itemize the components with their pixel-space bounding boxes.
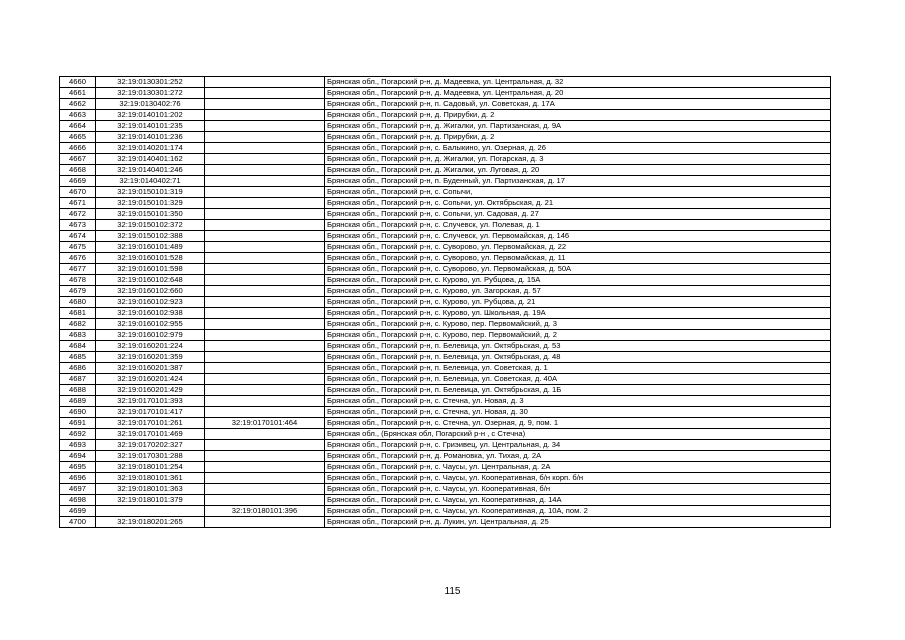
address-cell: Брянская обл., Погарский р-н, с. Сопычи, ул. Октябрьская, д. 21	[325, 198, 831, 209]
parent-cadastral-cell: 32:19:0170101:464	[205, 418, 325, 429]
parent-cadastral-cell	[205, 396, 325, 407]
address-cell: Брянская обл., Погарский р-н, с. Стечна, ул. Новая, д. 3	[325, 396, 831, 407]
parent-cadastral-cell	[205, 110, 325, 121]
cadastral-number-cell: 32:19:0160201:224	[96, 341, 205, 352]
cadastral-number-cell: 32:19:0160102:955	[96, 319, 205, 330]
parent-cadastral-cell	[205, 429, 325, 440]
table-row	[60, 396, 831, 407]
parent-cadastral-cell: 32:19:0180101:396	[205, 506, 325, 517]
parent-cadastral-cell	[205, 451, 325, 462]
parent-cadastral-cell	[205, 319, 325, 330]
table-row	[60, 231, 831, 242]
table-row	[60, 341, 831, 352]
address-cell: Брянская обл., Погарский р-н, с. Чаусы, ул. Кооперативная, б/н	[325, 484, 831, 495]
parent-cadastral-cell	[205, 352, 325, 363]
row-number-cell: 4681	[60, 308, 96, 319]
cadastral-number-cell: 32:19:0160201:424	[96, 374, 205, 385]
row-number-cell: 4695	[60, 462, 96, 473]
row-number-cell: 4668	[60, 165, 96, 176]
address-cell: Брянская обл., Погарский р-н, с. Балыкино, ул. Озерная, д. 26	[325, 143, 831, 154]
table-row	[60, 275, 831, 286]
cadastral-number-cell: 32:19:0150102:372	[96, 220, 205, 231]
row-number-cell: 4669	[60, 176, 96, 187]
parent-cadastral-cell	[205, 198, 325, 209]
table-row	[60, 352, 831, 363]
row-number-cell: 4661	[60, 88, 96, 99]
cadastral-number-cell: 32:19:0180101:361	[96, 473, 205, 484]
cadastral-number-cell	[96, 506, 205, 517]
address-cell: Брянская обл., (Брянская обл, Погарский р-н , с Стечна)	[325, 429, 831, 440]
cadastral-number-cell: 32:19:0160101:489	[96, 242, 205, 253]
cadastral-number-cell: 32:19:0160102:938	[96, 308, 205, 319]
parent-cadastral-cell	[205, 253, 325, 264]
parent-cadastral-cell	[205, 308, 325, 319]
row-number-cell: 4675	[60, 242, 96, 253]
row-number-cell: 4672	[60, 209, 96, 220]
cadastral-number-cell: 32:19:0160101:528	[96, 253, 205, 264]
row-number-cell: 4660	[60, 77, 96, 88]
cadastral-number-cell: 32:19:0180101:379	[96, 495, 205, 506]
row-number-cell: 4676	[60, 253, 96, 264]
row-number-cell: 4700	[60, 517, 96, 528]
address-cell: Брянская обл., Погарский р-н, с. Курово, ул. Школьная, д. 19А	[325, 308, 831, 319]
table-row	[60, 517, 831, 528]
parent-cadastral-cell	[205, 517, 325, 528]
parent-cadastral-cell	[205, 440, 325, 451]
parent-cadastral-cell	[205, 374, 325, 385]
parent-cadastral-cell	[205, 154, 325, 165]
cadastral-number-cell: 32:19:0160201:387	[96, 363, 205, 374]
row-number-cell: 4686	[60, 363, 96, 374]
cadastral-number-cell: 32:19:0140401:162	[96, 154, 205, 165]
table-row	[60, 121, 831, 132]
cadastral-number-cell: 32:19:0170101:417	[96, 407, 205, 418]
cadastral-number-cell: 32:19:0140402:71	[96, 176, 205, 187]
cadastral-number-cell: 32:19:0180101:363	[96, 484, 205, 495]
parent-cadastral-cell	[205, 187, 325, 198]
cadastral-number-cell: 32:19:0150101:319	[96, 187, 205, 198]
row-number-cell: 4685	[60, 352, 96, 363]
cadastral-number-cell: 32:19:0150101:350	[96, 209, 205, 220]
address-cell: Брянская обл., Погарский р-н, д. Жигалки, ул. Погарская, д. 3	[325, 154, 831, 165]
table-row	[60, 198, 831, 209]
address-cell: Брянская обл., Погарский р-н, с. Курово, пер. Первомайский, д. 2	[325, 330, 831, 341]
cadastral-number-cell: 32:19:0160201:429	[96, 385, 205, 396]
row-number-cell: 4682	[60, 319, 96, 330]
parent-cadastral-cell	[205, 462, 325, 473]
address-cell: Брянская обл., Погарский р-н, с. Гриэивец, ул. Центральная, д. 34	[325, 440, 831, 451]
address-cell: Брянская обл., Погарский р-н, с. Курово, ул. Загорская, д. 57	[325, 286, 831, 297]
table-row	[60, 330, 831, 341]
cadastral-number-cell: 32:19:0160102:923	[96, 297, 205, 308]
parent-cadastral-cell	[205, 484, 325, 495]
row-number-cell: 4677	[60, 264, 96, 275]
parent-cadastral-cell	[205, 286, 325, 297]
address-cell: Брянская обл., Погарский р-н, с. Чаусы, ул. Кооперативная, д. 10А, пом. 2	[325, 506, 831, 517]
row-number-cell: 4689	[60, 396, 96, 407]
table-row	[60, 176, 831, 187]
address-cell: Брянская обл., Погарский р-н, д. Жигалки, ул. Партизанская, д. 9А	[325, 121, 831, 132]
address-cell: Брянская обл., Погарский р-н, с. Суворово, ул. Первомайская, д. 50А	[325, 264, 831, 275]
address-cell: Брянская обл., Погарский р-н, с. Чаусы, ул. Центральная, д. 2А	[325, 462, 831, 473]
cadastral-number-cell: 32:19:0170301:288	[96, 451, 205, 462]
address-cell: Брянская обл., Погарский р-н, п. Садовый, ул. Советская, д. 17А	[325, 99, 831, 110]
cadastral-number-cell: 32:19:0140201:174	[96, 143, 205, 154]
address-cell: Брянская обл., Погарский р-н, с. Чаусы, ул. Кооперативная, б/н корп. б/н	[325, 473, 831, 484]
parent-cadastral-cell	[205, 121, 325, 132]
row-number-cell: 4673	[60, 220, 96, 231]
table-row	[60, 484, 831, 495]
row-number-cell: 4665	[60, 132, 96, 143]
row-number-cell: 4694	[60, 451, 96, 462]
cadastral-number-cell: 32:19:0140101:202	[96, 110, 205, 121]
address-cell: Брянская обл., Погарский р-н, с. Курово, ул. Рубцова, д. 15А	[325, 275, 831, 286]
row-number-cell: 4678	[60, 275, 96, 286]
table-row	[60, 473, 831, 484]
row-number-cell: 4696	[60, 473, 96, 484]
parent-cadastral-cell	[205, 330, 325, 341]
table-row	[60, 88, 831, 99]
table-row	[60, 77, 831, 88]
cadastral-number-cell: 32:19:0140101:235	[96, 121, 205, 132]
parent-cadastral-cell	[205, 242, 325, 253]
table-row	[60, 374, 831, 385]
table-row	[60, 110, 831, 121]
address-cell: Брянская обл., Погарский р-н, с. Суворово, ул. Первомайская, д. 11	[325, 253, 831, 264]
parent-cadastral-cell	[205, 363, 325, 374]
table-row	[60, 363, 831, 374]
cadastral-number-cell: 32:19:0150102:388	[96, 231, 205, 242]
address-cell: Брянская обл., Погарский р-н, п. Буденный, ул. Партизанская, д. 17	[325, 176, 831, 187]
table-row	[60, 451, 831, 462]
row-number-cell: 4693	[60, 440, 96, 451]
address-cell: Брянская обл., Погарский р-н, с. Случевск, ул. Полевая, д. 1	[325, 220, 831, 231]
address-cell: Брянская обл., Погарский р-н, д. Прирубки, д. 2	[325, 132, 831, 143]
cadastral-number-cell: 32:19:0180101:254	[96, 462, 205, 473]
row-number-cell: 4697	[60, 484, 96, 495]
address-cell: Брянская обл., Погарский р-н, п. Белевица, ул. Октябрьская, д. 53	[325, 341, 831, 352]
row-number-cell: 4698	[60, 495, 96, 506]
address-cell: Брянская обл., Погарский р-н, д. Прирубки, д. 2	[325, 110, 831, 121]
parent-cadastral-cell	[205, 77, 325, 88]
parent-cadastral-cell	[205, 132, 325, 143]
address-cell: Брянская обл., Погарский р-н, с. Стечна, ул. Новая, д. 30	[325, 407, 831, 418]
table-row	[60, 99, 831, 110]
parent-cadastral-cell	[205, 341, 325, 352]
table-row	[60, 286, 831, 297]
row-number-cell: 4671	[60, 198, 96, 209]
cadastral-number-cell: 32:19:0170202:327	[96, 440, 205, 451]
address-cell: Брянская обл., Погарский р-н, п. Белевица, ул. Советская, д. 40А	[325, 374, 831, 385]
table-row	[60, 143, 831, 154]
row-number-cell: 4674	[60, 231, 96, 242]
parent-cadastral-cell	[205, 473, 325, 484]
row-number-cell: 4691	[60, 418, 96, 429]
table-row	[60, 264, 831, 275]
cadastral-number-cell: 32:19:0140401:246	[96, 165, 205, 176]
table-row	[60, 319, 831, 330]
address-cell: Брянская обл., Погарский р-н, д. Романовка, ул. Тихая, д. 2А	[325, 451, 831, 462]
row-number-cell: 4688	[60, 385, 96, 396]
parent-cadastral-cell	[205, 264, 325, 275]
table-row	[60, 407, 831, 418]
row-number-cell: 4662	[60, 99, 96, 110]
parent-cadastral-cell	[205, 495, 325, 506]
table-row	[60, 220, 831, 231]
table-row	[60, 187, 831, 198]
cadastral-number-cell: 32:19:0170101:469	[96, 429, 205, 440]
cadastral-number-cell: 32:19:0140101:236	[96, 132, 205, 143]
cadastral-number-cell: 32:19:0180201:265	[96, 517, 205, 528]
address-cell: Брянская обл., Погарский р-н, п. Белевица, ул. Советская, д. 1	[325, 363, 831, 374]
row-number-cell: 4670	[60, 187, 96, 198]
table-row	[60, 209, 831, 220]
cadastral-number-cell: 32:19:0130402:76	[96, 99, 205, 110]
row-number-cell: 4687	[60, 374, 96, 385]
table-row	[60, 462, 831, 473]
cadastral-number-cell: 32:19:0170101:261	[96, 418, 205, 429]
parent-cadastral-cell	[205, 165, 325, 176]
address-cell: Брянская обл., Погарский р-н, п. Белевица, ул. Октябрьская, д. 1Б	[325, 385, 831, 396]
parent-cadastral-cell	[205, 385, 325, 396]
table-row	[60, 154, 831, 165]
address-cell: Брянская обл., Погарский р-н, с. Сопычи,	[325, 187, 831, 198]
parent-cadastral-cell	[205, 275, 325, 286]
cadastral-number-cell: 32:19:0160102:648	[96, 275, 205, 286]
table-row	[60, 440, 831, 451]
cadastral-number-cell: 32:19:0170101:393	[96, 396, 205, 407]
parent-cadastral-cell	[205, 176, 325, 187]
parent-cadastral-cell	[205, 88, 325, 99]
row-number-cell: 4684	[60, 341, 96, 352]
parent-cadastral-cell	[205, 407, 325, 418]
address-cell: Брянская обл., Погарский р-н, п. Белевица, ул. Октябрьская, д. 48	[325, 352, 831, 363]
address-cell: Брянская обл., Погарский р-н, с. Суворово, ул. Первомайская, д. 22	[325, 242, 831, 253]
page-number: 115	[444, 586, 461, 597]
row-number-cell: 4683	[60, 330, 96, 341]
row-number-cell: 4666	[60, 143, 96, 154]
row-number-cell: 4680	[60, 297, 96, 308]
parent-cadastral-cell	[205, 143, 325, 154]
table-row	[60, 308, 831, 319]
cadastral-number-cell: 32:19:0160201:359	[96, 352, 205, 363]
address-cell: Брянская обл., Погарский р-н, с. Курово, пер. Первомайский, д. 3	[325, 319, 831, 330]
table-row	[60, 253, 831, 264]
cadastral-number-cell: 32:19:0150101:329	[96, 198, 205, 209]
row-number-cell: 4692	[60, 429, 96, 440]
table-row	[60, 132, 831, 143]
row-number-cell: 4667	[60, 154, 96, 165]
address-cell: Брянская обл., Погарский р-н, д. Мадеевка, ул. Центральная, д. 32	[325, 77, 831, 88]
cadastral-number-cell: 32:19:0160102:979	[96, 330, 205, 341]
address-cell: Брянская обл., Погарский р-н, с. Сопычи, ул. Садовая, д. 27	[325, 209, 831, 220]
table-row	[60, 429, 831, 440]
address-cell: Брянская обл., Погарский р-н, с. Чаусы, ул. Кооперативная, д. 14А	[325, 495, 831, 506]
address-cell: Брянская обл., Погарский р-н, с. Случевск, ул. Первомайская, д. 146	[325, 231, 831, 242]
cadastral-number-cell: 32:19:0160101:598	[96, 264, 205, 275]
table-row	[60, 418, 831, 429]
property-register-table	[59, 76, 831, 528]
table-row	[60, 242, 831, 253]
parent-cadastral-cell	[205, 231, 325, 242]
table-row	[60, 495, 831, 506]
table-row	[60, 297, 831, 308]
table-row	[60, 165, 831, 176]
parent-cadastral-cell	[205, 209, 325, 220]
address-cell: Брянская обл., Погарский р-н, д. Мадеевка, ул. Центральная, д. 20	[325, 88, 831, 99]
row-number-cell: 4663	[60, 110, 96, 121]
row-number-cell: 4699	[60, 506, 96, 517]
table-row	[60, 385, 831, 396]
parent-cadastral-cell	[205, 297, 325, 308]
cadastral-number-cell: 32:19:0160102:660	[96, 286, 205, 297]
cadastral-number-cell: 32:19:0130301:252	[96, 77, 205, 88]
row-number-cell: 4664	[60, 121, 96, 132]
address-cell: Брянская обл., Погарский р-н, с. Стечна, ул. Озерная, д. 9, пом. 1	[325, 418, 831, 429]
address-cell: Брянская обл., Погарский р-н, д. Лукин, ул. Центральная, д. 25	[325, 517, 831, 528]
address-cell: Брянская обл., Погарский р-н, с. Курово, ул. Рубцова, д. 21	[325, 297, 831, 308]
register-table-body	[60, 77, 831, 528]
table-row	[60, 506, 831, 517]
parent-cadastral-cell	[205, 220, 325, 231]
row-number-cell: 4679	[60, 286, 96, 297]
parent-cadastral-cell	[205, 99, 325, 110]
row-number-cell: 4690	[60, 407, 96, 418]
cadastral-number-cell: 32:19:0130301:272	[96, 88, 205, 99]
address-cell: Брянская обл., Погарский р-н, д. Жигалки, ул. Луговая, д. 20	[325, 165, 831, 176]
